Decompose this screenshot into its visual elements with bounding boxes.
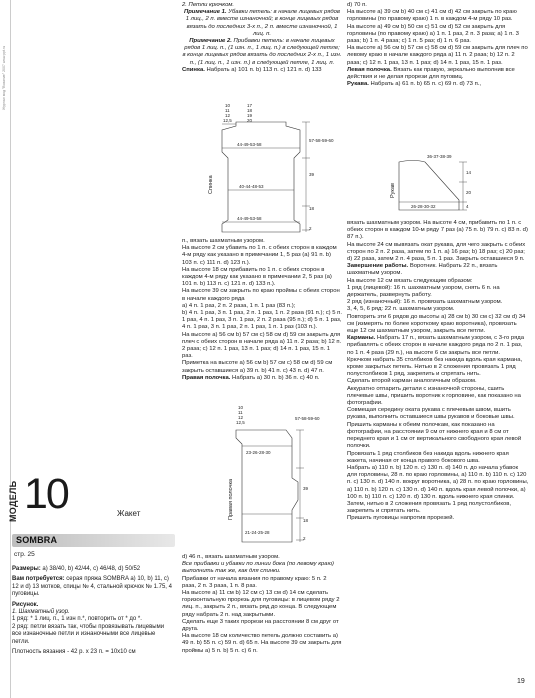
back-top2-1: 17 bbox=[247, 103, 253, 108]
sleeve-diagram-label: Рукав bbox=[390, 183, 396, 198]
pattern-1a: 1 ряд: * 1 лиц. п., 1 изн п.*, повторить от * до *. bbox=[12, 616, 142, 623]
needs-value: серая пряжа SOMBRA а) 10, b) 11, с) 12 и d) 13 мотков, спицы № 4, стальной крючок № 1.75, 4 пуговицы. bbox=[12, 576, 172, 598]
back-top2-3: 19 bbox=[247, 113, 253, 118]
model-label: МОДЕЛЬ bbox=[8, 480, 18, 522]
pattern-1b: 2 ряд: петли вязать так, чтобы провязывать лицевыми все изнаночные петли и изнаночными все лицевые петли. bbox=[12, 623, 165, 645]
left-front: Левая полочка. Вязать как правую, зеркально выполнив все действия и не делая прорези для пуговиц. bbox=[347, 66, 515, 81]
sleeve-diagram bbox=[347, 152, 529, 216]
sleeve-top: 36-37-38-39 bbox=[427, 154, 452, 159]
front-text: d) 46 п., вязать шахматным узором. Все прибавки и убавки по линии бока (по левому краю) выполнить так же, как для спинки. Прибавки от начала вязания по правому краю: 5 п. 2 раза, 2 п. 3 раза, 1 п. 8 раз. На высоте а) 11 см b) 12 см с) 13 см d) 14 см сделать горизонтальную прорезь для пуговицы: в лицевом ряду 2 лиц. п., закрыть 2 п., вязать ряд до конца. В следующем ряду набрать 2 п. над закрытыми. Сделать еще 3 таких прорези на расстоянии 8 см друг от друга. На высоте 18 см количество петель должно составить а) 49 п. b) 55 п. с) 59 п. d) 65 п. На высоте 39 см закрыть для проймы а) 5 п. b) 5 п. с) 6 п. bbox=[182, 554, 342, 654]
back-h2: 18 bbox=[309, 206, 315, 211]
density: Плотность вязания - 42 р. x 23 п. = 10x10 см bbox=[12, 649, 136, 656]
sleeve-bottom: 26-28-30-32 bbox=[411, 204, 436, 209]
pattern-label: Рисунок. bbox=[12, 601, 39, 608]
back-diagram-label: Спинка bbox=[208, 175, 214, 194]
back-h1: 39 bbox=[309, 172, 315, 177]
note-1: Примечание 1. Убавки петель: в начале лицевых рядов 1 лиц., 2 п. вместе изнаночной; в конце лицевых рядов вязать до последних 3-х п., 2 п. вместе изнаночной, 1 лиц. п. bbox=[183, 9, 341, 37]
front-note: Все прибавки и убавки по линии бока (по левому краю) выполнить так же, как для спинки. bbox=[182, 561, 334, 575]
note-2: Примечание 2. Прибавки петель: в начале лицевых рядов 1 лиц. п., (1 изн. п., 1 лиц. п.) в следующей петле; в конце лицевых рядов вязать до последних 2-х п., 1 изн. п., (1 лиц. п., 1 изн. п.) в следующей петле, 1 лиц. п. bbox=[182, 38, 342, 66]
back-top-4: 12,5 bbox=[223, 118, 232, 123]
crochet-stitches: 2. Петли крючком. bbox=[182, 2, 235, 8]
back-right-top: 57-58-59-60 bbox=[309, 138, 334, 143]
back-width-1: 44-49-53-58 bbox=[237, 142, 262, 147]
front-outline bbox=[236, 430, 298, 542]
sizes-value: а) 38/40, b) 42/44, c) 46/48, d) 50/52 bbox=[40, 566, 141, 572]
middle-column bbox=[182, 2, 342, 696]
needs-label: Вам потребуется: bbox=[12, 576, 65, 583]
sizes-line bbox=[12, 566, 174, 573]
front-h2: 18 bbox=[303, 518, 309, 523]
sleeve-h2: 20 bbox=[466, 190, 472, 195]
sleeve-h1: 14 bbox=[466, 170, 472, 175]
mid-intro bbox=[182, 2, 342, 74]
back-width-2: 40-44-48-53 bbox=[239, 184, 264, 189]
page-number: 19 bbox=[517, 678, 525, 685]
front-right-top: 57-58-59-60 bbox=[295, 416, 320, 421]
front-diagram bbox=[182, 402, 342, 552]
back-top-1: 10 bbox=[225, 103, 231, 108]
back-top-3: 12 bbox=[225, 113, 231, 118]
front-top-2: 11 bbox=[238, 410, 243, 415]
sleeve-h3: 4 bbox=[466, 204, 469, 209]
right-top-text: d) 70 п. На высоте а) 39 см b) 40 см с) 41 см d) 42 см закрыть по краю горловины (по правому краю) 1 п. в каждом 4-м ряду 10 раз. На высоте а) 49 см b) 50 см c) 51 см d) 52 см закрыть для горловины (по правому краю) а) 1 п. 1 раз, 2 п. 3 раза; а) 1 п. 3 раза; b) 1 п. 4 раза; с) 1 п. 5 раз; d) 1 п. 6 раз. На высоте а) 56 см b) 57 см с) 58 см d) 59 см закрыть для плеч по левому краю в начале каждого ряда а) 11 п. 2 раза; b) 12 п. 2 раза; с) 12 п. 1 раз, 13 п. 1 раз; d) 14 п. 1 раз, 15 п. 1 раз. Левая полочка. Вязать как правую, зеркально выполнив все действия и не делая прорези для пуговиц. Рукава. Набрать а) 61 п. b) 65 п. с) 69 п. d) 73 п., bbox=[347, 2, 528, 88]
front-width-1: 23-26-28-30 bbox=[246, 450, 271, 455]
finish-start: Завершение работы. Воротник. Набрать 22 п., вязать шахматным узором. bbox=[347, 263, 498, 277]
brand-name: SOMBRA bbox=[16, 535, 58, 545]
sleeve-start: Рукава. Набрать а) 61 п. b) 65 п. с) 69 п. d) 73 п., bbox=[347, 81, 482, 88]
back-width-3: 44-49-53-58 bbox=[237, 216, 262, 221]
front-top-1: 10 bbox=[238, 405, 244, 410]
front-width-3: 21-24-25-28 bbox=[245, 530, 270, 535]
front-h1: 39 bbox=[303, 486, 309, 491]
pockets: Карманы. Набрать 17 п., вязать шахматным узором, с 3-го ряда прибавлять с обеих сторон в начале каждого ряда по 2 п. 1 раз, по 1 п. 4 раза (29 п.), на высоте 6 см закрыть все петли. Крючком набрать 35 столбиков без накида вдоль края кармана, кроме закрытых петель. Нитью в 2 сложения провязать 1 ряд полустолбиков 1 ряд, закрепить и спрятать нить. Сделать второй карман аналогичным образом. Аккуратно отпарить детали с изнаночной стороны, сшить плечевые швы, пришить воротник к горловине, как показано на фотографии. Совмещая середину оката рукава с плечевым швом, вшить рукава, выполнить оставшиеся швы рукавов и боковые швы. Пришить карманы к обеим полочкам, как показано на фотографии, на расстоянии 9 см от нижнего края и 8 см от переднего края и 1 см от вертикального свободного края левой полочки. Провязать 1 ряд столбиков без накида вдоль нижнего края жакета, начиная от конца правого бокового шва. Набрать а) 110 п. b) 120 п. с) 130 п. d) 140 п. до начала убавок для горловины, 28 п. по краю горловины, а) 110 п. b) 110 п. с) 120 п. с) 130 п. d) 140 п. вокруг воротника, а) 28 п. по краю горловины, а) 110 п. b) 120 п. с) 130 п. d) 140 п. вдоль края левой полочки, а) 100 п. b) 110 п. с) 120 п. d) 130 п. вдоль нижнего края спинки. Затем, нитью в 2 сложения провязать 1 ряд полустолбиков, закрепить и спрятать нить. Пришить пуговицы напротив прорезей. bbox=[347, 335, 529, 522]
pattern-block bbox=[12, 602, 174, 646]
left-column bbox=[0, 0, 178, 698]
back-top2-2: 18 bbox=[247, 108, 253, 113]
back-top2-4: 20 bbox=[247, 118, 253, 123]
sleeve-outline bbox=[399, 161, 459, 211]
front-h3: 2 bbox=[303, 536, 306, 541]
model-title: Жакет bbox=[117, 509, 141, 518]
back-h3: 2 bbox=[309, 226, 312, 231]
right-column bbox=[347, 2, 529, 696]
materials-section bbox=[12, 566, 174, 659]
back-top-2: 11 bbox=[225, 108, 230, 113]
brand-page: стр. 25 bbox=[14, 551, 35, 558]
pattern-1: 1. Шахматный узор. bbox=[12, 609, 70, 616]
back-text: п., вязать шахматным узором. На высоте 2 см убавить по 1 п. с обеих сторон в каждом 4-м ряду как указано в примечании 1, 5 раз (а) 91 п. b) 103 п. с) 111 п. d) 123 п.). На высоте 18 см прибавить по 1 п. с обеих сторон в каждом 4-м ряду как указано в примечании 2, 5 раз (а) 101 п. b) 113 п. с) 121 п. d) 133 п.). На высоте 39 см закрыть по краю проймы с обеих сторон в начале каждого ряда а) 4 п. 1 раз, 2 п. 2 раза, 1 п. 1 раз (83 п.); b) 4 п. 1 раз, 3 п. 1 раз, 2 п. 1 раз, 1 п. 2 раза (91 п.); c) 5 п. 1 раз, 4 п. 1 раз, 3 п. 1 раз, 2 п. 2 раза (95 п.); d) 5 п. 1 раз, 4 п. 1 раз, 3 п. 1 раз, 2 п. 1 раз, 1 п. 1 раз (103 п.). На высоте а) 56 см b) 57 см с) 58 см d) 59 см закрыть для плеч с обеих сторон в начале ряда а) 11 п. 2 раза; b) 12 п. 2 раза; c) 12 п. 1 раз, 13 п. 1 раз; d) 14 п. 1 раз, 15 п. 1 раз. Приметка на высоте а) 56 см b) 57 см с) 58 см d) 59 см закрыть оставшиеся а) 39 п. b) 41 п. с) 43 п. d) 47 п. Правая полочка. Набрать а) 30 п. b) 36 п. с) 40 п. bbox=[182, 238, 343, 381]
front-top-3: 12 bbox=[238, 415, 244, 420]
side-print: Журнал мод "Вязание" 2007 www.ppt.ru bbox=[2, 45, 6, 110]
sizes-label: Размеры: bbox=[12, 566, 41, 572]
right-bottom-text: вязать шахматным узором. На высоте 4 см, прибавить по 1 п. с обеих сторон в каждом 10-м ряду 7 раз (а) 75 п. b) 79 п. с) 83 п. d) 87 п.). На высоте 24 см вывязать окат рукава, для чего закрыть с обеих сторон по 2 п. 2 раза, затем по 1 п. а) 16 раз; b) 18 раз; с) 20 раз; d) 22 раза, затем 2 п. 4 раза, 5 п. 1 раз. Закрыть оставшиеся 9 п. Завершение работы. Воротник. Набрать 22 п., вязать шахматным узором. На высоте 12 см вязать следующим образом: 1 ряд (лицевой): 16 п. шахматным узором, снять 6 п. на держатель, развернуть работу. 2 ряд (изнаночный): 16 п. провязать шахматным узором. 3, 4, 5, 6 ряд: 22 п. шахматным узором. Повторить эти 6 рядов до высоты а) 28 см b) 30 см с) 32 см d) 34 см (измерять по более короткому краю воротника), провязать еще 12 см шахматным узором, закрыть все петли. Карманы. Набрать 17 п., вязать шахматным узором, с 3-го ряда прибавлять с обеих сторон в начале каждого ряда по 2 п. 1 раз, по 1 п. 4 раза (29 п.), на высоте 6 см закрыть все петли. Крючком набрать 35 столбиков без накида вдоль края кармана, кроме закрытых петель. Нитью в 2 сложения провязать 1 ряд полустолбиков 1 ряд, закрепить и спрятать нить. Сделать второй карман аналогичным образом. Аккуратно отпарить детали с изнаночной стороны, сшить плечевые швы, пришить воротник к горловине, как показано на фотографии. Совмещая середину оката рукава с плечевым швом, вшить рукава, выполнить оставшиеся швы рукавов и боковые швы. Пришить карманы к обеим полочкам, как показано на фотографии, на расстоянии 9 см от нижнего края и 8 см от переднего края и 1 см от вертикального свободного края левой полочки. Провязать 1 ряд столбиков без накида вдоль нижнего края жакета, начиная от конца правого бокового шва. Набрать а) 110 п. b) 120 п. с) 130 п. d) 140 п. до начала убавок для горловины, 28 п. по краю горловины, а) 110 п. b) 110 п. с) 120 п. с) 130 п. d) 140 п. вокруг воротника, а) 28 п. по краю горловины, а) 110 п. b) 120 п. с) 130 п. d) 140 п. вдоль края левой полочки, а) 100 п. b) 110 п. с) 120 п. d) 130 п. вдоль нижнего края спинки. Затем, нитью в 2 сложения провязать 1 ряд полустолбиков, закрепить и спрятать нить. Пришить пуговицы напротив прорезей. bbox=[347, 220, 529, 522]
back-start: Спинка. Набрать а) 101 п. b) 113 п. с) 121 п. d) 133 bbox=[182, 66, 322, 73]
needs-line bbox=[12, 576, 174, 598]
front-start: Правая полочка. Набрать а) 30 п. b) 36 п. с) 40 п. bbox=[182, 374, 320, 381]
model-number: 10 bbox=[24, 470, 68, 518]
front-top-4: 12,5 bbox=[236, 420, 245, 425]
back-diagram bbox=[182, 102, 342, 237]
column-divider bbox=[10, 0, 11, 698]
front-diagram-label: Правая полочка bbox=[228, 478, 234, 520]
